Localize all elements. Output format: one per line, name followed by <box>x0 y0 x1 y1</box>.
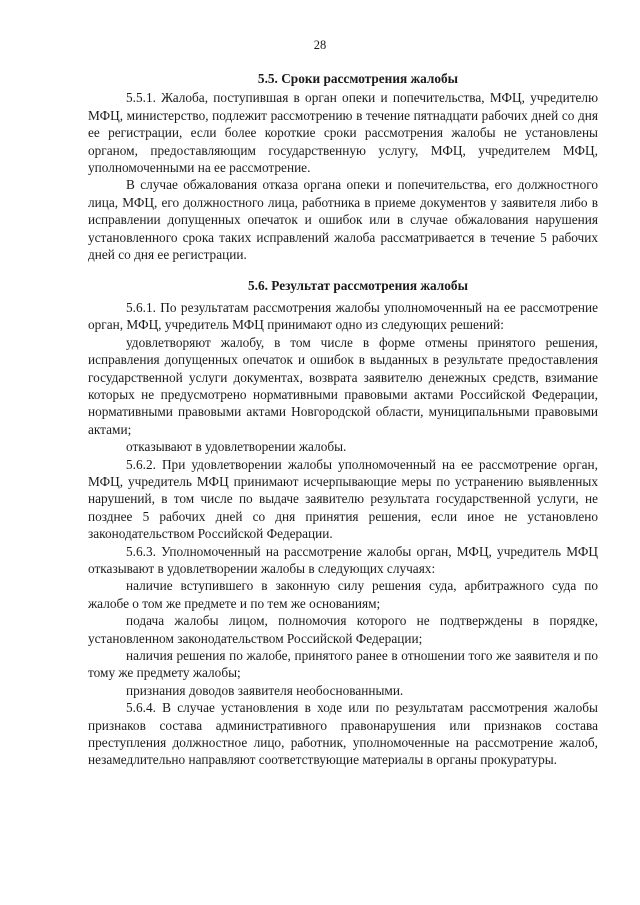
page-number: 28 <box>313 38 327 52</box>
paragraph-unfounded-arguments: признания доводов заявителя необоснованными. <box>126 682 404 698</box>
document-body <box>88 70 598 769</box>
paragraph-5-5-1: 5.5.1. Жалоба, поступившая в орган опеки и попечительства, МФЦ, учредителю МФЦ, министерство, подлежит рассмотрению в течение пятнадцати рабочих дней со дня ее регистрации, если более короткие сроки рассмотрения жалобы не установлены органом, предоставляющим государственную услугу, МФЦ, учредителем МФЦ, уполномоченными на ее рассмотрение. <box>88 90 598 176</box>
section-5-6-heading: 5.6. Результат рассмотрения жалобы <box>248 278 468 294</box>
paragraph-court-decision: наличие вступившего в законную силу решения суда, арбитражного суда по жалобе о том же предмете и по тем же основаниям; <box>88 578 598 611</box>
paragraph-5-6-4: 5.6.4. В случае установления в ходе или по результатам рассмотрения жалобы признаков состава административного правонарушения или признаков состава преступления должностное лицо, работник, уполномоченные на рассмотрение жалоб, незамедлительно направляют соответствующие материалы в органы прокуратуры. <box>88 700 598 768</box>
paragraph-5-6-1: 5.6.1. По результатам рассмотрения жалобы уполномоченный на ее рассмотрение орган, МФЦ, учредитель МФЦ принимают одно из следующих решений: <box>88 299 598 333</box>
paragraph-refuse-complaint: отказывают в удовлетворении жалобы. <box>126 439 347 455</box>
section-5-5-heading: 5.5. Сроки рассмотрения жалобы <box>257 71 459 86</box>
paragraph-5-6-2: 5.6.2. При удовлетворении жалобы уполномоченный на ее рассмотрение орган, МФЦ, учредитель МФЦ принимают исчерпывающие меры по устранению выявленных нарушений, в том числе по выдаче заявителю результата государственной услуги, не позднее 5 рабочих дней со дня принятия решения, если иное не установлено законодательством Российской Федерации. <box>88 456 598 542</box>
paragraph-unconfirmed-authority: подача жалобы лицом, полномочия которого не подтверждены в порядке, установленном законодательством Российской Федерации; <box>88 613 598 646</box>
paragraph-5-5-appeal-refusal: В случае обжалования отказа органа опеки и попечительства, его должностного лица, МФЦ, его должностного лица, работника в приеме документов у заявителя либо в исправлении допущенных опечаток и ошибок или в случае обжалования нарушения установленного срока таких исправлений жалоба рассматривается в течение 5 рабочих дней со дня ее регистрации. <box>88 177 598 263</box>
paragraph-5-6-3: 5.6.3. Уполномоченный на рассмотрение жалобы орган, МФЦ, учредитель МФЦ отказывают в удовлетворении жалобы в следующих случаях: <box>88 543 598 576</box>
paragraph-prior-decision: наличия решения по жалобе, принятого ранее в отношении того же заявителя и по тому же предмету жалобы; <box>88 648 598 681</box>
paragraph-satisfy-complaint: удовлетворяют жалобу, в том числе в форме отмены принятого решения, исправления допущенных опечаток и ошибок в выданных в результате предоставления государственной услуги документах, возврата заявителю денежных средств, взимание которых не предусмотрено нормативными правовыми актами Российской Федерации, нормативными правовыми актами Новгородской области, муниципальными правовыми актами; <box>88 334 598 437</box>
